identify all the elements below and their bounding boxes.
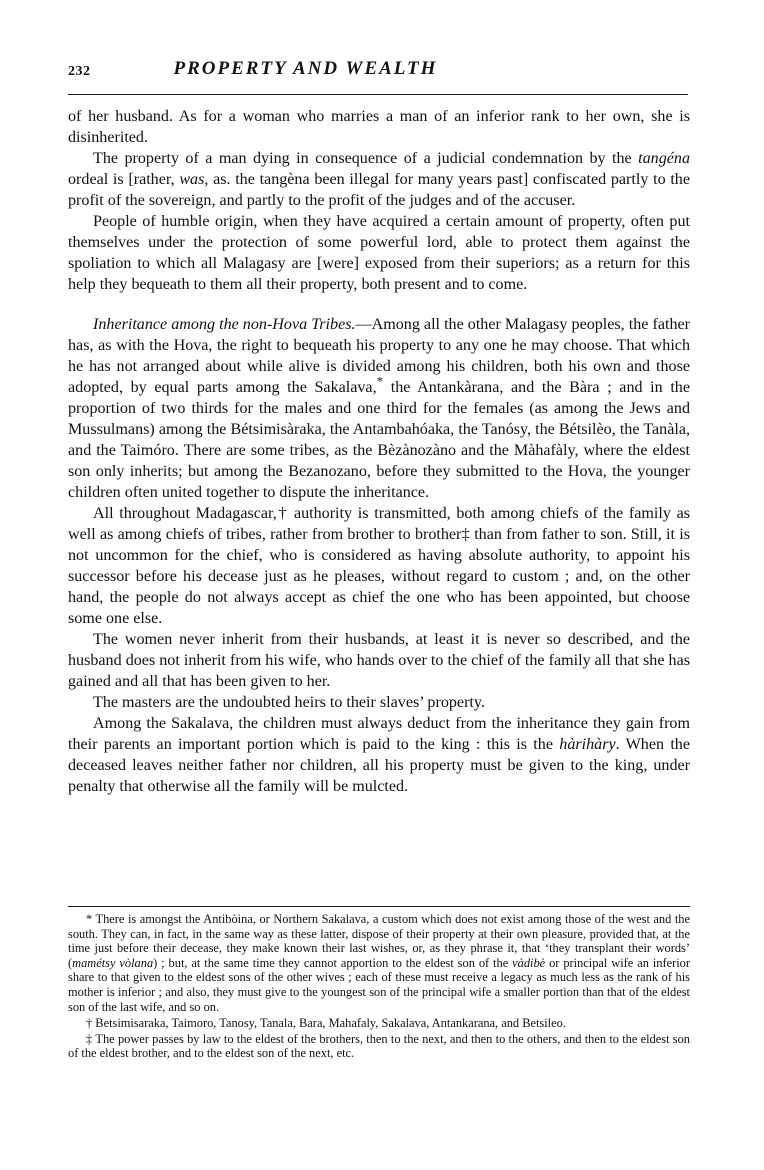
footnote-dagger (68, 1016, 690, 1031)
footnote-asterisk (68, 912, 690, 1014)
footnote-marker-dagger: † (86, 1015, 93, 1030)
footnote-marker-asterisk: * (86, 912, 93, 926)
italic-was: was (179, 171, 205, 188)
text-run: —Among all the other Malagasy peoples, the father has, as with the Hova, the right to bequeath his property to any one he may choose. That which he has not arranged about while alive is divided among his children, both his own and those adopted, by equal parts among the Sakalava, (68, 316, 690, 396)
footnote-marker-dagger: † (276, 505, 289, 522)
text-run: . When the deceased leaves neither father nor children, all his property must be given to the king, under penalty that otherwise all the family will be mulcted. (68, 736, 690, 795)
header-rule (68, 94, 688, 95)
paragraph-sakalava-harihary (68, 713, 690, 797)
paragraph-continuation: of her husband. As for a woman who marries a man of an inferior rank to her own, she is disinherited. (68, 108, 690, 146)
paragraph-tangena (68, 148, 690, 211)
text-run: The property of a man dying in consequence of a judicial condemnation by the (93, 150, 639, 167)
italic-mametsy-volana: mamétsy vòlana (72, 955, 154, 970)
running-head-title: PROPERTY AND WEALTH (173, 58, 438, 79)
paragraph-authority-transmission (68, 503, 690, 629)
run-in-heading: Inheritance among the non-Hova Tribes. (93, 316, 356, 333)
italic-tangena: tangéna (638, 150, 690, 167)
footnote-double-dagger (68, 1032, 690, 1061)
footnote-marker-double-dagger: ‡ (86, 1031, 93, 1046)
page-header (68, 58, 688, 88)
footnote-marker-double-dagger: ‡ (461, 526, 470, 543)
paragraph-masters-heirs: The masters are the undoubted heirs to their slaves’ property. (93, 694, 485, 711)
footnote-marker-asterisk: * (376, 373, 384, 389)
text-run: or principal wife an inferior share to that given to the eldest sons of the other wives ; each of these must receive a legacy as much less as the rank of his mother is inferior ; and also, they must give to the youngest son of the principal wife a smaller portion than that of the eldest son of the last wife, and so on. (68, 955, 690, 1014)
text-run: The power passes by law to the eldest of the brothers, then to the next, and then to the others, and then to the eldest son of the eldest brother, and to the eldest son of the next, etc. (68, 1031, 690, 1061)
italic-harihary: hàrihàry (559, 736, 616, 753)
text-run: , as. the tangèna been illegal for many years past] confiscated partly to the profit of the sovereign, and partly to the profit of the judges and of the accuser. (68, 171, 690, 209)
text-run: There is amongst the Antibòina, or Northern Sakalava, a custom which does not exist among those of the west and the south. They can, in fact, in the same way as these latter, dispose of their property at their own pleasure, provided that, at the time just before their decease, they make known their last wishes, or, as they phrase it, that ‘they transplant their words’ ( (68, 912, 690, 970)
text-run: Betsimisaraka, Taimoro, Tanosy, Tanala, Bara, Mahafaly, Sakalava, Antankarana, and Betsileo. (92, 1015, 566, 1030)
paragraph-women-inherit: The women never inherit from their husbands, at least it is never so described, and the husband does not inherit from his wife, who hands over to the chief of the family all that she has gained and all that has been given to her. (68, 631, 690, 690)
text-run: ordeal is [rather, (68, 171, 180, 188)
text-run: the Antankàrana, and the Bàra ; and in the proportion of two thirds for the males and one third for the females (as among the Jews and Mussulmans) among the Bétsimisàraka, the Antambahóaka, the Tanósy, the Bétsilèo, the Tanàla, and the Taimóro. There are some tribes, as the Bèzànozàno and the Màhafàly, where the eldest son only inherits; but among the Bezanozano, before they submitted to the Hova, the younger children often united together to dispute the inheritance. (68, 379, 690, 501)
text-run: All throughout Madagascar, (93, 505, 277, 522)
footnote-separator-rule (68, 906, 690, 907)
body-text (68, 106, 690, 797)
text-run: ) ; but, at the same time they cannot apportion to the eldest son of the (153, 955, 513, 970)
footnote-block (68, 912, 690, 1061)
italic-vadibe: vàdibè (512, 955, 546, 970)
text-run: Among the Sakalava, the children must always deduct from the inheritance they gain from their parents an important portion which is paid to the king : this is the (68, 715, 690, 753)
paragraph-inheritance-non-hova (68, 314, 690, 503)
paragraph-humble-origin: People of humble origin, when they have acquired a certain amount of property, often put themselves under the protection of some powerful lord, able to protect them against the spoliation to which all Malagasy are [were] exposed from their superiors; as a return for this help they bequeath to them all their property, both present and to come. (68, 213, 690, 293)
page-number: 232 (68, 64, 91, 79)
text-run: than from father to son. Still, it is not uncommon for the chief, who is considered as having absolute authority, to appoint his successor before his decease just as he pleases, without regard to custom ; and, on the other hand, the people do not always accept as chief the one who has been appointed, but choose some one else. (68, 526, 690, 627)
text-run: authority is transmitted, both among chiefs of the family as well as among chiefs of tribes, rather from brother to brother (68, 505, 691, 543)
